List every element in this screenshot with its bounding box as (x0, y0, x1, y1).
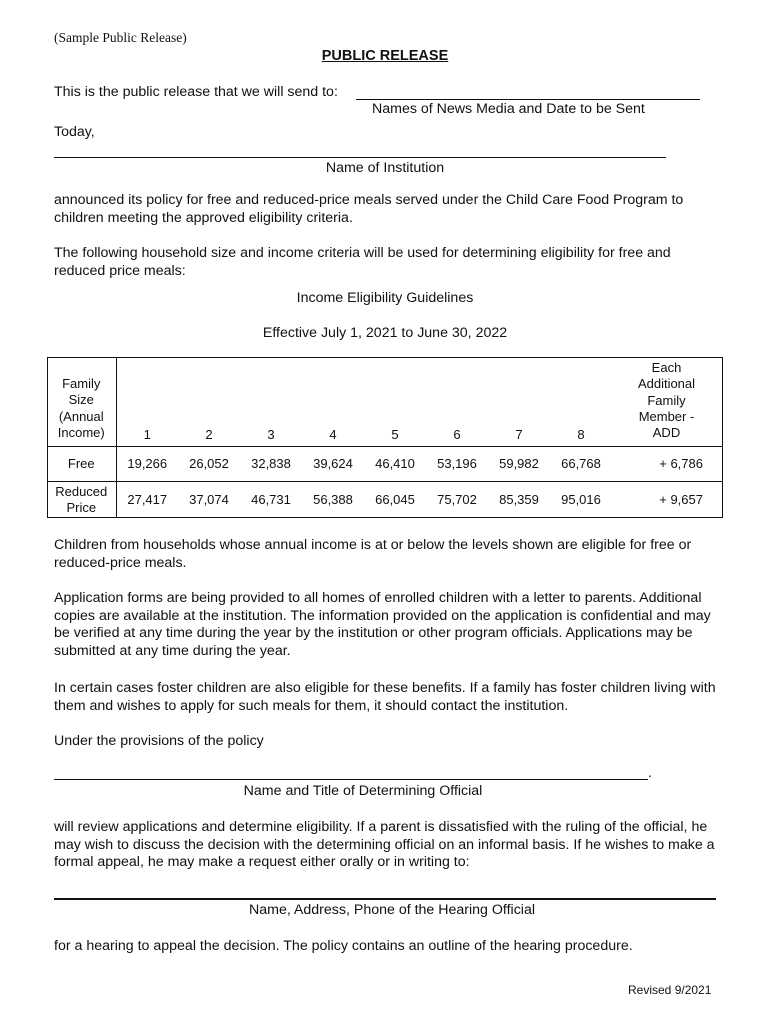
guidelines-title: Income Eligibility Guidelines (296, 290, 474, 306)
table-cell: 59,982 (488, 446, 550, 481)
page-title: PUBLIC RELEASE (321, 48, 449, 64)
guidelines-effective: Effective July 1, 2021 to June 30, 2022 (262, 325, 508, 341)
sample-label: (Sample Public Release) (54, 30, 187, 45)
official-caption: Name and Title of Determining Official (243, 783, 483, 799)
institution-blank-line[interactable] (54, 157, 666, 158)
children-paragraph: Children from households whose annual income is at or below the levels shown are eligible for free or reduced-price meals. (54, 537, 692, 571)
size-header: 7 (488, 357, 550, 446)
official-period: . (648, 765, 652, 781)
table-cell: 39,624 (302, 446, 364, 481)
size-header: 8 (550, 357, 612, 446)
table-cell: 27,417 (127, 492, 168, 508)
today-text: Today, (54, 124, 95, 140)
review-paragraph: will review applications and determine eligibility. If a parent is dissatisfied with the ruling of the official, he may wish to discuss the decision with the determining official on an informal basis. If he wishes to make a formal appeal, he may make a request either orally or in writing to: (54, 819, 715, 870)
table-cell: 26,052 (178, 446, 240, 481)
table-cell: 53,196 (426, 446, 488, 481)
size-header: 3 (240, 357, 302, 446)
size-header: 2 (178, 357, 240, 446)
applications-paragraph: Application forms are being provided to all homes of enrolled children with a letter to parents. Additional copies are available at the institution. The information provided on the application is confidential and may be verified at any time during the year by the institution or other program officials. Applications may be submitted at any time during the year. (54, 590, 711, 659)
each-additional-header: Each Additional Family Member - ADD (612, 357, 723, 446)
official-blank-line[interactable] (54, 779, 648, 780)
send-to-caption: Names of News Media and Date to be Sent (372, 101, 645, 117)
row-label-free: Free (47, 446, 116, 481)
table-row (47, 446, 723, 481)
send-to-text: This is the public release that we will send to: (54, 84, 338, 100)
table-cell: 37,074 (189, 492, 229, 508)
table-row (47, 481, 723, 518)
table-header-row (47, 357, 723, 446)
size-header: 1 (116, 357, 178, 446)
provisions-text: Under the provisions of the policy (54, 733, 264, 749)
table-cell: 95,016 (561, 492, 601, 508)
table-cell: 85,359 (499, 492, 539, 508)
revised-date: Revised 9/2021 (628, 983, 712, 997)
table-cell: 46,731 (251, 492, 291, 508)
table-cell: 19,266 (116, 446, 178, 481)
family-size-header: Family Size (Annual Income) (47, 357, 116, 446)
table-cell: 75,702 (437, 492, 477, 508)
row-label-reduced: Reduced Price (47, 481, 116, 518)
table-cell: 66,045 (375, 492, 415, 508)
institution-caption: Name of Institution (325, 160, 445, 176)
size-header: 5 (364, 357, 426, 446)
foster-paragraph: In certain cases foster children are also eligible for these benefits. If a family has foster children living with them and wishes to apply for such meals for them, it should contact the institution. (54, 680, 716, 714)
income-eligibility-table (47, 357, 723, 518)
table-cell-add: + 9,657 (659, 492, 703, 508)
hearing-caption: Name, Address, Phone of the Hearing Official (248, 902, 535, 918)
send-to-blank-line[interactable] (356, 99, 700, 100)
size-header: 6 (426, 357, 488, 446)
hearing-paragraph: for a hearing to appeal the decision. The policy contains an outline of the hearing procedure. (54, 938, 633, 954)
table-cell: 66,768 (550, 446, 612, 481)
announced-paragraph: announced its policy for free and reduced-price meals served under the Child Care Food Program to children meeting the approved eligibility criteria. (54, 192, 684, 226)
hearing-blank-line[interactable] (54, 898, 716, 900)
size-header: 4 (302, 357, 364, 446)
table-cell-add: + 6,786 (612, 446, 723, 481)
table-cell: 56,388 (313, 492, 353, 508)
table-cell: 32,838 (240, 446, 302, 481)
table-cell: 46,410 (364, 446, 426, 481)
criteria-paragraph: The following household size and income criteria will be used for determining eligibility for free and reduced price meals: (54, 245, 671, 279)
